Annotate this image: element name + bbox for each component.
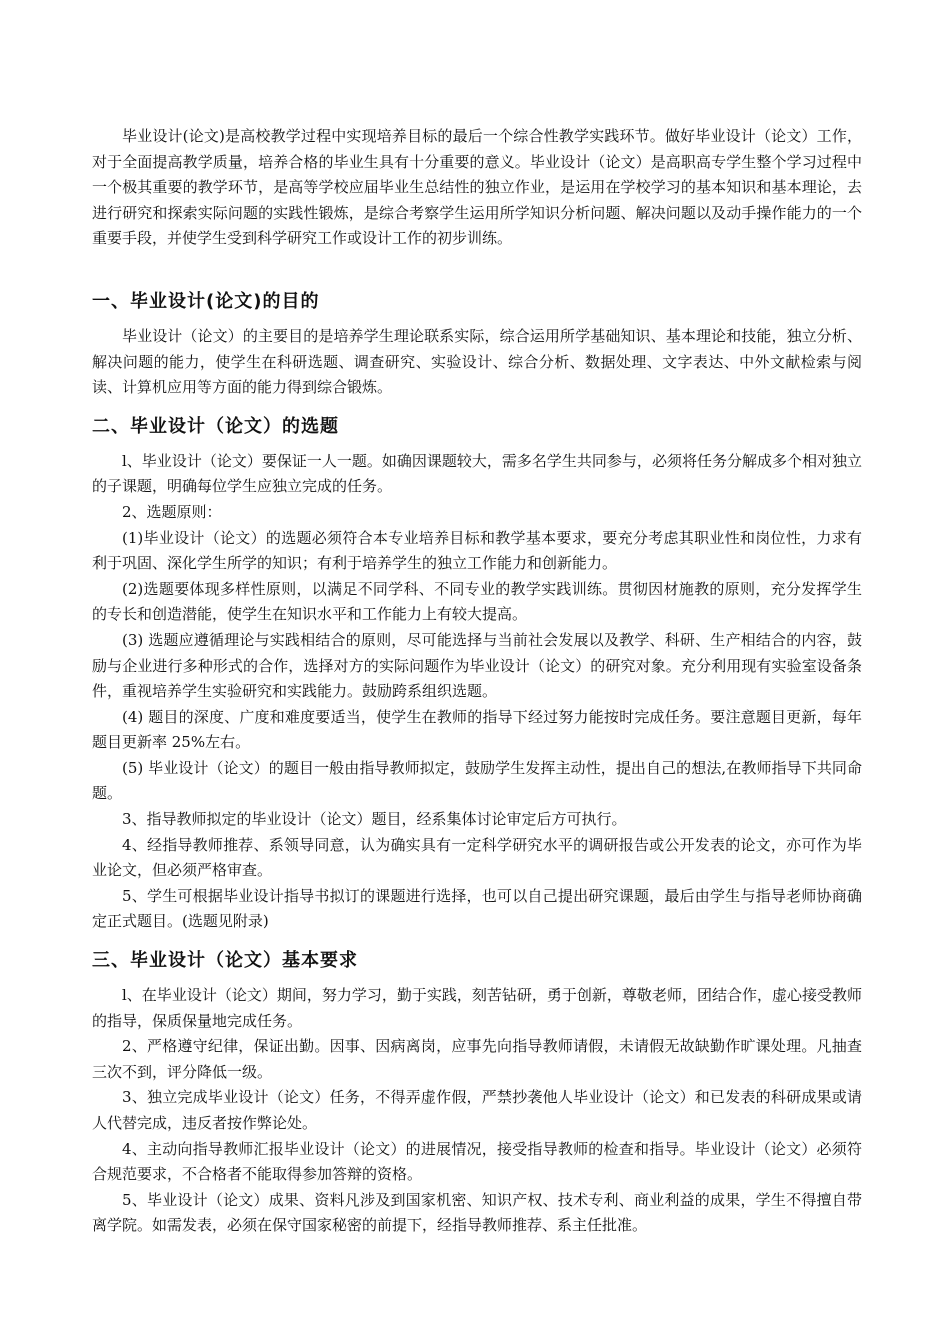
section-3-item-4: 4、主动向指导教师汇报毕业设计（论文）的进展情况，接受指导教师的检查和指导。毕业设计（论文）必须符合规范要求，不合格者不能取得参加答辩的资格。 — [92, 1139, 862, 1184]
section-2-item-3: 3、指导教师拟定的毕业设计（论文）题目，经系集体讨论审定后方可执行。 — [122, 810, 627, 829]
section-2-item-5: 5、学生可根据毕业设计指导书拟订的课题进行选择，也可以自己提出研究课题，最后由学生与指导老师协商确定正式题目。(选题见附录) — [92, 886, 862, 931]
section-1-heading: 一、毕业设计(论文)的目的 — [92, 290, 320, 312]
section-2-principle-5: (5) 毕业设计（论文）的题目一般由指导教师拟定，鼓励学生发挥主动性，提出自己的想法,在教师指导下共同命题。 — [92, 758, 862, 803]
section-2-item-4: 4、经指导教师推荐、系领导同意，认为确实具有一定科学研究水平的调研报告或公开发表的论文，亦可作为毕业论文，但必须严格审查。 — [92, 835, 862, 880]
intro-paragraph: 毕业设计(论文)是高校教学过程中实现培养目标的最后一个综合性教学实践环节。做好毕业设计（论文）工作，对于全面提高教学质量，培养合格的毕业生具有十分重要的意义。毕业设计（论文）是高职高专学生整个学习过程中一个极其重要的教学环节，是高等学校应届毕业生总结性的独立作业，是运用在学校学习的基本知识和基本理论，去进行研究和探索实际问题的实践性锻炼，是综合考察学生运用所学知识分析问题、解决问题以及动手操作能力的一个重要手段，并使学生受到科学研究工作或设计工作的初步训练。 — [92, 127, 862, 248]
document-body — [92, 124, 862, 1239]
section-2-item-1: l、毕业设计（论文）要保证一人一题。如确因课题较大，需多名学生共同参与，必须将任务分解成多个相对独立的子课题，明确每位学生应独立完成的任务。 — [92, 451, 862, 496]
section-2-principle-3: (3) 选题应遵循理论与实践相结合的原则，尽可能选择与当前社会发展以及教学、科研、生产相结合的内容，鼓励与企业进行多种形式的合作，选择对方的实际问题作为毕业设计（论文）的研究对象。充分利用现有实验室设备条件，重视培养学生实验研究和实践能力。鼓励跨系组织选题。 — [92, 630, 862, 701]
section-2-principle-1: (1)毕业设计（论文）的选题必须符合本专业培养目标和教学基本要求，要充分考虑其职业性和岗位性，力求有利于巩固、深化学生所学的知识；有利于培养学生的独立工作能力和创新能力。 — [92, 528, 862, 573]
section-3-item-2: 2、严格遵守纪律，保证出勤。因事、因病离岗，应事先向指导教师请假，未请假无故缺勤作旷课处理。凡抽查三次不到，评分降低一级。 — [92, 1037, 862, 1081]
section-3-item-3: 3、独立完成毕业设计（论文）任务，不得弄虚作假，严禁抄袭他人毕业设计（论文）和已发表的科研成果或请人代替完成，违反者按作弊论处。 — [92, 1088, 862, 1132]
section-3-item-1: l、在毕业设计（论文）期间，努力学习，勤于实践，刻苦钻研，勇于创新，尊敬老师，团结合作，虚心接受教师的指导，保质保量地完成任务。 — [92, 986, 862, 1030]
section-2-heading: 二、毕业设计（论文）的选题 — [92, 415, 339, 437]
section-3-heading: 三、毕业设计（论文）基本要求 — [92, 950, 358, 972]
section-2-principle-2: (2)选题要体现多样性原则，以满足不同学科、不同专业的教学实践训练。贯彻因材施教的原则，充分发挥学生的专长和创造潜能，使学生在知识水平和工作能力上有较大提高。 — [92, 579, 862, 624]
section-2-item-2: 2、选题原则： — [122, 502, 222, 521]
section-1-paragraph: 毕业设计（论文）的主要目的是培养学生理论联系实际，综合运用所学基础知识、基本理论和技能，独立分析、解决问题的能力，使学生在科研选题、调查研究、实验设计、综合分析、数据处理、文字表达、中外文献检索与阅读、计算机应用等方面的能力得到综合锻炼。 — [92, 326, 862, 397]
section-3-item-5: 5、毕业设计（论文）成果、资料凡涉及到国家机密、知识产权、技术专利、商业利益的成果，学生不得擅自带离学院。如需发表，必须在保守国家秘密的前提下，经指导教师推荐、系主任批准。 — [92, 1190, 862, 1235]
section-2-principle-4: (4) 题目的深度、广度和难度要适当，使学生在教师的指导下经过努力能按时完成任务。要注意题目更新，每年题目更新率 25%左右。 — [92, 707, 862, 752]
